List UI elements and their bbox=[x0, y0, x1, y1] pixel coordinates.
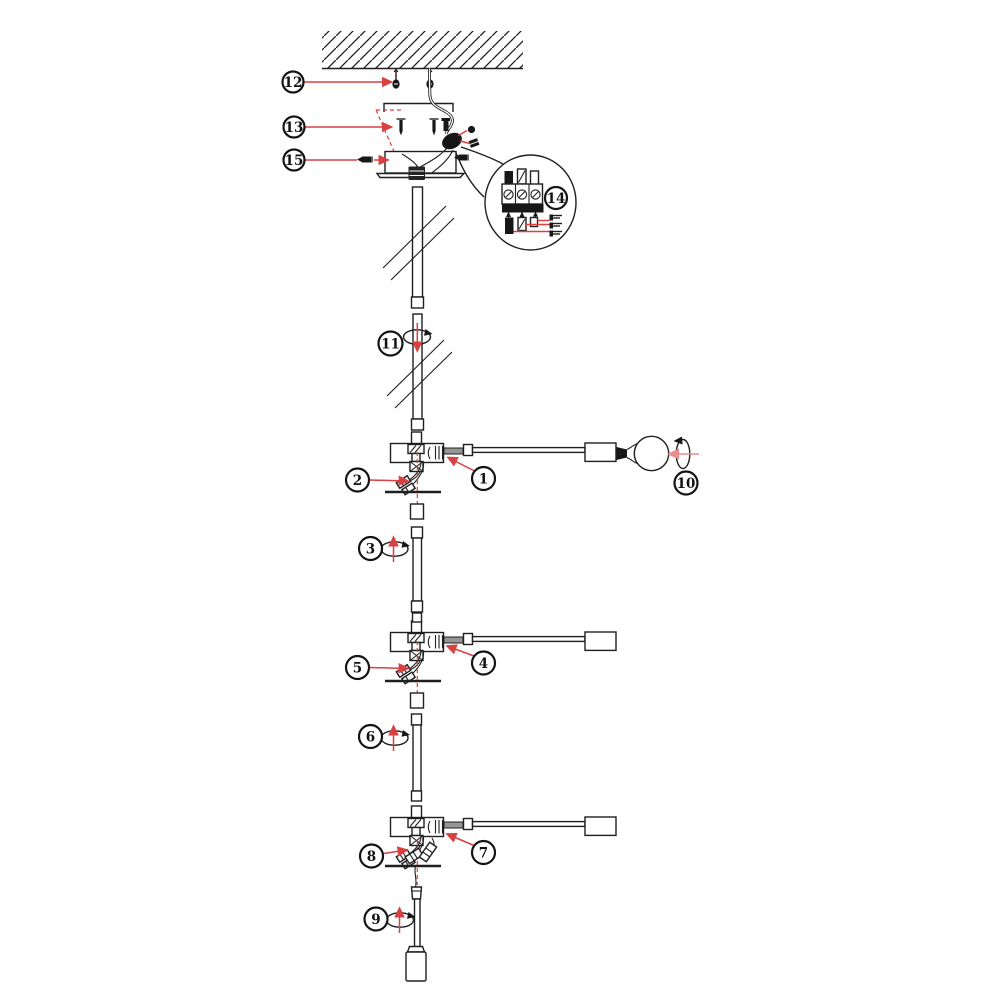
junction-wire-end-icon bbox=[469, 138, 480, 148]
callout-2 bbox=[346, 469, 369, 492]
callout-15-label: 15 bbox=[284, 152, 304, 169]
mounting-screw-left bbox=[392, 70, 399, 89]
leader-5 bbox=[370, 668, 409, 669]
connector-sleeve-2 bbox=[411, 693, 424, 708]
callout-6 bbox=[359, 725, 382, 748]
callout-10-label: 10 bbox=[676, 475, 696, 492]
rotation-icon-11 bbox=[404, 323, 433, 351]
cone-connector bbox=[412, 887, 422, 899]
callout-13-label: 13 bbox=[284, 119, 304, 136]
rotation-icon-10 bbox=[669, 437, 699, 469]
cable-nut bbox=[409, 167, 426, 181]
canopy bbox=[377, 148, 464, 180]
callout-3-label: 3 bbox=[365, 541, 376, 558]
callout-5 bbox=[346, 656, 369, 679]
detail-bubble-tail bbox=[461, 147, 503, 164]
rod-section-c bbox=[412, 527, 423, 622]
callout-3 bbox=[359, 537, 382, 560]
callout-7-label: 7 bbox=[478, 845, 489, 862]
callout-6-label: 6 bbox=[365, 729, 376, 746]
callout-9 bbox=[365, 908, 388, 931]
callout-9-label: 9 bbox=[371, 911, 381, 928]
rotation-icon-6 bbox=[381, 726, 410, 751]
junction-dot bbox=[468, 126, 475, 133]
ceiling bbox=[322, 31, 523, 69]
rotation-icon-9 bbox=[387, 908, 416, 933]
hub-arm-assembly-3 bbox=[385, 806, 616, 869]
light-bulb-icon bbox=[617, 436, 669, 470]
callout-4 bbox=[472, 652, 495, 675]
leader-2 bbox=[370, 480, 409, 481]
callout-15 bbox=[284, 150, 305, 171]
hub-arm-assembly-2 bbox=[385, 621, 616, 684]
ceiling-hatch bbox=[322, 31, 523, 68]
callout-5-label: 5 bbox=[352, 660, 363, 677]
callout-13 bbox=[284, 117, 305, 138]
wire-junction bbox=[439, 118, 479, 153]
rotation-icon-3 bbox=[381, 537, 410, 562]
callout-8 bbox=[360, 845, 383, 868]
callouts bbox=[283, 72, 698, 931]
callout-4-label: 4 bbox=[478, 655, 489, 672]
callout-12-label: 12 bbox=[283, 74, 303, 91]
hub-arm-assembly-1 bbox=[385, 432, 616, 495]
rod-section-d bbox=[412, 714, 422, 801]
leader-1 bbox=[448, 458, 475, 472]
rod-section-b bbox=[387, 314, 452, 430]
leader-4 bbox=[447, 646, 474, 656]
wire-comb-icons bbox=[550, 215, 563, 237]
callout-2-label: 2 bbox=[352, 472, 363, 489]
leader-lines bbox=[304, 82, 475, 854]
callout-7 bbox=[472, 841, 495, 864]
callout-11-label: 11 bbox=[381, 336, 400, 353]
callout-14-label: 14 bbox=[546, 190, 566, 207]
callout-1 bbox=[472, 467, 495, 490]
bottom-stem bbox=[406, 887, 426, 981]
callout-11 bbox=[379, 332, 403, 356]
finial-cap bbox=[406, 952, 426, 981]
bracket-screw-left bbox=[397, 119, 406, 136]
callout-14 bbox=[545, 187, 567, 209]
callout-10 bbox=[675, 472, 698, 495]
callout-1-label: 1 bbox=[478, 471, 489, 488]
bracket-screw-right bbox=[430, 119, 439, 136]
canopy-side-screw-left bbox=[357, 157, 372, 163]
terminal-wire-1 bbox=[505, 218, 514, 235]
leader-7 bbox=[447, 834, 474, 846]
rod-section-a bbox=[383, 187, 454, 308]
callout-8-label: 8 bbox=[366, 848, 377, 865]
connector-sleeve-1 bbox=[411, 504, 424, 519]
callout-12 bbox=[283, 72, 304, 93]
